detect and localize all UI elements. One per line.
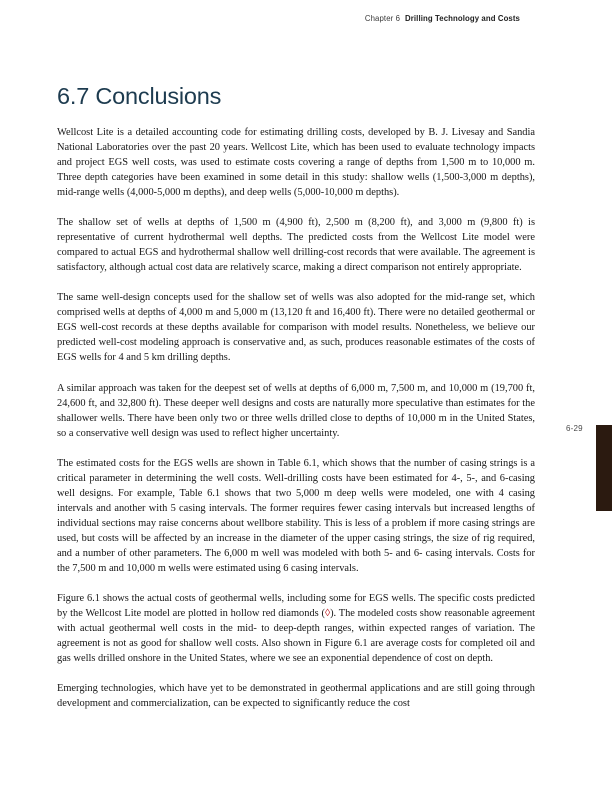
section-heading: 6.7 Conclusions	[57, 83, 222, 109]
red-diamond-icon: ◊	[324, 608, 331, 620]
chapter-thumb-tab	[596, 425, 612, 511]
header-chapter-number: Chapter 6	[364, 14, 401, 23]
paragraph-wellcost-lite-overview: Wellcost Lite is a detailed accounting code for estimating drilling costs, developed by B. J. Livesay and Sandia National Laboratories over the past 20 years. Wellcost Lite, which has been used to evaluate technology impacts and project EGS well costs, was used to estimate costs covering a range of depths from 1,500 m to 10,000 m. Three depth categories have been examined in some detail in this study: shallow wells (1,500-3,000 m depths), mid-range wells (4,000-5,000 m depths), and deep wells (5,000-10,000 m depths).	[57, 126, 535, 199]
content-column	[57, 0, 535, 711]
paragraph-casing-strings: The estimated costs for the EGS wells are shown in Table 6.1, which shows that the number of casing strings is a critical parameter in determining the well costs. Well-drilling costs have been estimated for 4-, 5-, and 6-casing well designs. For example, Table 6.1 shows that two 5,000 m deep wells were modeled, one with 4 casing intervals and another with 5 casing intervals. The former requires fewer casing intervals but increased lengths of individual sections may raise concerns about wellbore stability. This is less of a problem if more casing strings are used, but costs will be affected by an increase in the diameter of the upper casing strings, the size of rig required, and a number of other parameters. The 6,000 m well was modeled with both 5- and 6- casing intervals. Costs for the 7,500 m and 10,000 m wells were estimated using 6 casing intervals.	[57, 457, 535, 575]
paragraph-deep-wells: A similar approach was taken for the deepest set of wells at depths of 6,000 m, 7,500 m, and 10,000 m (19,700 ft, 24,600 ft, and 32,800 ft). These deeper well designs and costs are naturally more speculative than estimates for the shallower wells. There have been only two or three wells drilled close to depths of 10,000 m in the United States, so a conservative well design was used to reflect higher uncertainty.	[57, 382, 535, 439]
paragraph-figure-61	[57, 591, 535, 666]
figure-text-before-marker: Figure 6.1 shows the actual costs of geothermal wells, including some for EGS wells. The specific costs predicted by the Wellcost Lite model are plotted in hollow red diamonds (	[57, 593, 535, 620]
page-number: 6-29	[566, 424, 583, 433]
paragraph-mid-range-wells: The same well-design concepts used for the shallow set of wells was also adopted for the mid-range set, which comprised wells at depths of 4,000 m and 5,000 m (13,120 ft and 16,400 ft). There were no detailed geothermal or EGS well-cost records at these depths available for comparison with model results. Nonetheless, we believe our predicted well-cost modeling approach is conservative and, as such, produces reasonable estimates of the costs of EGS wells for 4 and 5 km drilling depths.	[57, 292, 535, 364]
paragraph-emerging-technologies: Emerging technologies, which have yet to be demonstrated in geothermal applications and are still going through development and commercialization, can be expected to significantly reduce the cost	[57, 683, 535, 710]
figure-text-after-marker: ). The modeled costs show reasonable agreement with actual geothermal well costs in the mid- to deep-depth ranges, within expected ranges of variation. The agreement is not as good for shallow well costs. Also shown in Figure 6.1 are average costs for completed oil and gas wells drilled onshore in the United States, where we see an exponential dependence of cost on depth.	[57, 608, 535, 665]
header-chapter-title: Drilling Technology and Costs	[405, 14, 520, 23]
paragraph-shallow-wells: The shallow set of wells at depths of 1,500 m (4,900 ft), 2,500 m (8,200 ft), and 3,000 m (9,800 ft) is representative of current hydrothermal well depths. The predicted costs from the Wellcost Lite model were compared to actual EGS and hydrothermal shallow well drilling-cost records that were available. The agreement is satisfactory, although actual cost data are relatively scarce, making a direct comparison not entirely appropriate.	[57, 217, 535, 274]
